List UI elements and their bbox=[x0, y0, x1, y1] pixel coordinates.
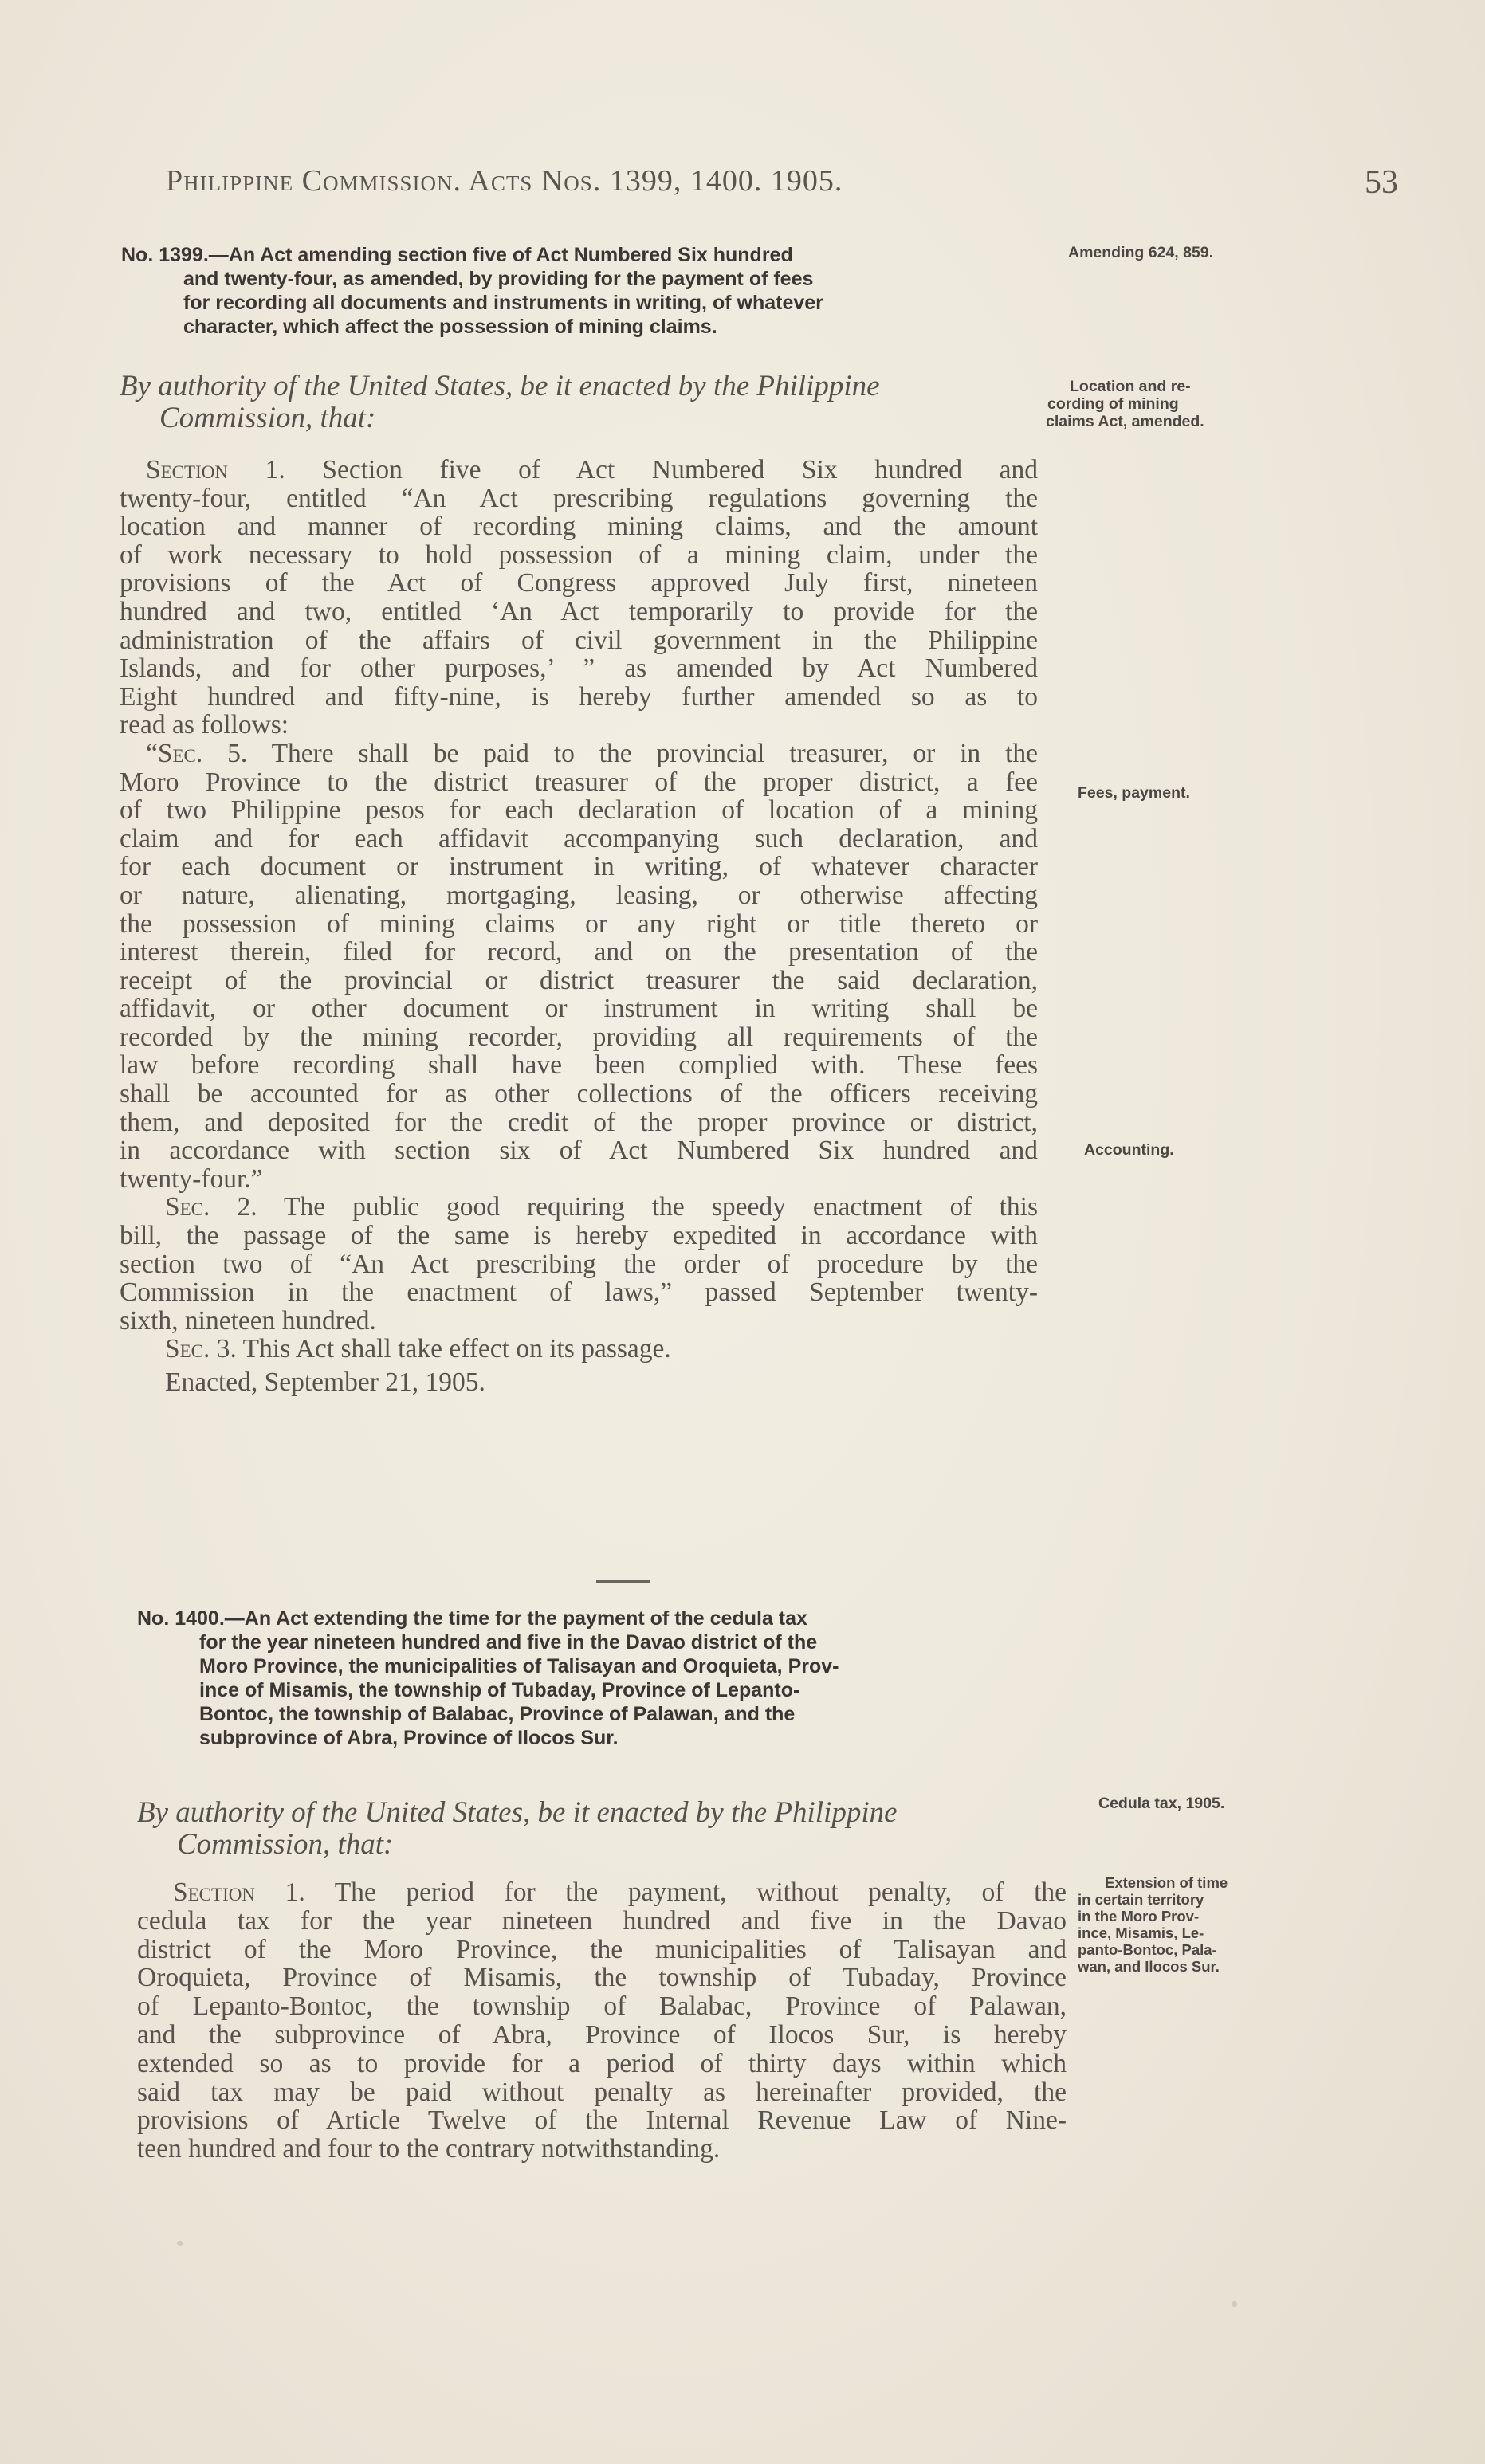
text-run: Section five of Act Numbered Six hundred and bbox=[285, 455, 1039, 485]
text-line: said tax may be paid without penalty as hereinafter provided, the bbox=[137, 2077, 1067, 2107]
section-label: Section 1. bbox=[173, 1877, 305, 1907]
text-line: provisions of Article Twelve of the Internal Revenue Law of Nine- bbox=[137, 2105, 1067, 2136]
section-label: “Sec. 5. bbox=[146, 738, 248, 768]
margin-note-line: panto-Bontoc, Pala- bbox=[1078, 1941, 1217, 1958]
margin-note-extension bbox=[1078, 1874, 1228, 1975]
section-2 bbox=[120, 1193, 1038, 1335]
heading-line: Bontoc, the township of Balabac, Province of Palawan, and the bbox=[199, 1703, 796, 1725]
text-run: The public good requiring the speedy enactment of this bbox=[257, 1192, 1038, 1222]
text-line: read as follows: bbox=[120, 710, 289, 740]
text-line: cedula tax for the year nineteen hundred and five in the Davao bbox=[137, 1905, 1067, 1936]
text-line bbox=[120, 1193, 1038, 1222]
text-line bbox=[137, 1878, 1067, 1907]
text-line: claim and for each affidavit accompanying such declaration, and bbox=[120, 823, 1038, 853]
text-line: of two Philippine pesos for each declaration of location of a mining bbox=[120, 795, 1038, 826]
enacted-date: Enacted, September 21, 1905. bbox=[165, 1367, 485, 1397]
text-line bbox=[120, 740, 1038, 768]
text-run: The period for the payment, without penalty, of the bbox=[304, 1877, 1067, 1907]
heading-line: subprovince of Abra, Province of Ilocos Sur. bbox=[199, 1727, 619, 1749]
text-line: extended so as to provide for a period of thirty days within which bbox=[137, 2048, 1067, 2078]
margin-note-amending: Amending 624, 859. bbox=[1068, 244, 1214, 261]
text-run: This Act shall take effect on its passage. bbox=[236, 1334, 671, 1364]
heading-line: character, which affect the possession of mining claims. bbox=[183, 316, 717, 338]
heading-line: and twenty-four, as amended, by providing for the payment of fees bbox=[183, 268, 814, 290]
act-1399-heading bbox=[121, 243, 823, 339]
text-line: administration of the affairs of civil government in the Philippine bbox=[120, 625, 1038, 655]
margin-note-line: Extension of time bbox=[1105, 1874, 1228, 1891]
margin-note-fees: Fees, payment. bbox=[1078, 784, 1190, 802]
heading-line: for recording all documents and instruments in writing, of whatever bbox=[183, 292, 823, 314]
text-line: Oroquieta, Province of Misamis, the township of Tubaday, Province bbox=[137, 1963, 1067, 1993]
text-line: for each document or instrument in writing, of whatever character bbox=[120, 852, 1038, 882]
ink-spot bbox=[177, 2241, 183, 2246]
running-head bbox=[0, 163, 1485, 211]
text-line: Islands, and for other purposes,’ ” as amended by Act Numbered bbox=[120, 653, 1038, 684]
text-line: Eight hundred and fifty-nine, is hereby further amended so as to bbox=[120, 681, 1038, 712]
heading-line: No. 1399.—An Act amending section five of Act Numbered Six hundred bbox=[121, 244, 793, 266]
text-run: There shall be paid to the provincial treasurer, or in the bbox=[247, 738, 1038, 768]
margin-note-line: ince, Misamis, Le- bbox=[1078, 1925, 1204, 1941]
text-line: Commission in the enactment of laws,” passed September twenty- bbox=[120, 1277, 1038, 1308]
text-line: twenty-four, entitled “An Act prescribing regulations governing the bbox=[120, 483, 1038, 513]
text-line: teen hundred and four to the contrary notwithstanding. bbox=[137, 2134, 721, 2164]
text-line: recorded by the mining recorder, providing all requirements of the bbox=[120, 1022, 1038, 1052]
running-head-title: Philippine Commission. Acts Nos. 1399, 1400. 1905. bbox=[166, 164, 843, 198]
text-line: or nature, alienating, mortgaging, leasing, or otherwise affecting bbox=[120, 880, 1038, 910]
act-1400-enacting-clause bbox=[137, 1797, 898, 1861]
ink-spot bbox=[1232, 2301, 1237, 2307]
section-label: Sec. 2. bbox=[165, 1192, 257, 1222]
quoted-section-5 bbox=[120, 740, 1038, 1194]
text-line: interest therein, filed for record, and on the presentation of the bbox=[120, 937, 1038, 967]
heading-line: Moro Province, the municipalities of Talisayan and Oroquieta, Prov- bbox=[199, 1655, 839, 1677]
text-line: receipt of the provincial or district treasurer the said declaration, bbox=[120, 965, 1038, 995]
text-line: in accordance with section six of Act Numbered Six hundred and bbox=[120, 1136, 1038, 1166]
text-line: them, and deposited for the credit of the proper province or district, bbox=[120, 1107, 1038, 1137]
margin-note-line: claims Act, amended. bbox=[1046, 413, 1204, 430]
margin-note-line: wan, and Ilocos Sur. bbox=[1078, 1958, 1220, 1975]
text-line: law before recording shall have been complied with. These fees bbox=[120, 1050, 1038, 1081]
section-1 bbox=[137, 1878, 1067, 2164]
enacting-line: Commission, that: bbox=[177, 1828, 394, 1861]
text-line: location and manner of recording mining claims, and the amount bbox=[120, 512, 1038, 542]
text-line: sixth, nineteen hundred. bbox=[120, 1305, 376, 1336]
heading-line: ince of Misamis, the township of Tubaday, Province of Lepanto- bbox=[199, 1679, 800, 1701]
heading-line: No. 1400.—An Act extending the time for the payment of the cedula tax bbox=[137, 1607, 807, 1630]
text-line: affidavit, or other document or instrument in writing shall be bbox=[120, 994, 1038, 1024]
text-line: Moro Province to the district treasurer of the proper district, a fee bbox=[120, 767, 1038, 797]
act-divider bbox=[596, 1580, 650, 1583]
page-number: 53 bbox=[1365, 164, 1398, 201]
text-line: and the subprovince of Abra, Province of Ilocos Sur, is hereby bbox=[137, 2019, 1067, 2050]
margin-note-accounting: Accounting. bbox=[1084, 1141, 1174, 1159]
text-line: of Lepanto-Bontoc, the township of Balabac, Province of Palawan, bbox=[137, 1991, 1067, 2022]
enacting-line: By authority of the United States, be it enacted by the Philippine bbox=[137, 1796, 898, 1829]
margin-note-cedula: Cedula tax, 1905. bbox=[1098, 1795, 1225, 1812]
section-label: Section 1. bbox=[146, 455, 285, 485]
text-line: of work necessary to hold possession of a mining claim, under the bbox=[120, 539, 1038, 570]
act-1400-heading bbox=[137, 1607, 839, 1750]
act-1399-enacting-clause bbox=[120, 371, 880, 434]
margin-note-line: Location and re- bbox=[1070, 378, 1191, 395]
text-line: provisions of the Act of Congress approved July first, nineteen bbox=[120, 568, 1038, 598]
text-line: shall be accounted for as other collections of the officers receiving bbox=[120, 1079, 1038, 1109]
margin-note-line: in the Moro Prov- bbox=[1078, 1908, 1200, 1925]
margin-note-location bbox=[1046, 378, 1204, 430]
margin-note-line: in certain territory bbox=[1078, 1891, 1204, 1908]
text-line bbox=[120, 1335, 1038, 1363]
enacting-line: Commission, that: bbox=[159, 402, 376, 434]
act-1399-body bbox=[120, 456, 1038, 1397]
text-line: bill, the passage of the same is hereby expedited in accordance with bbox=[120, 1221, 1038, 1251]
text-line: the possession of mining claims or any right or title thereto or bbox=[120, 908, 1038, 939]
text-line: section two of “An Act prescribing the order of procedure by the bbox=[120, 1249, 1038, 1279]
enacting-line: By authority of the United States, be it enacted by the Philippine bbox=[120, 370, 880, 402]
section-3 bbox=[120, 1335, 1038, 1396]
heading-line: for the year nineteen hundred and five in the Davao district of the bbox=[199, 1631, 818, 1654]
section-1 bbox=[120, 456, 1038, 740]
text-line bbox=[120, 456, 1038, 485]
text-line: twenty-four.” bbox=[120, 1163, 263, 1194]
text-line: district of the Moro Province, the municipalities of Talisayan and bbox=[137, 1934, 1067, 1964]
text-line: hundred and two, entitled ‘An Act temporarily to provide for the bbox=[120, 596, 1038, 626]
margin-note-line: cording of mining bbox=[1047, 395, 1179, 413]
act-1400-body bbox=[137, 1878, 1067, 2164]
section-label: Sec. 3. bbox=[165, 1334, 237, 1364]
